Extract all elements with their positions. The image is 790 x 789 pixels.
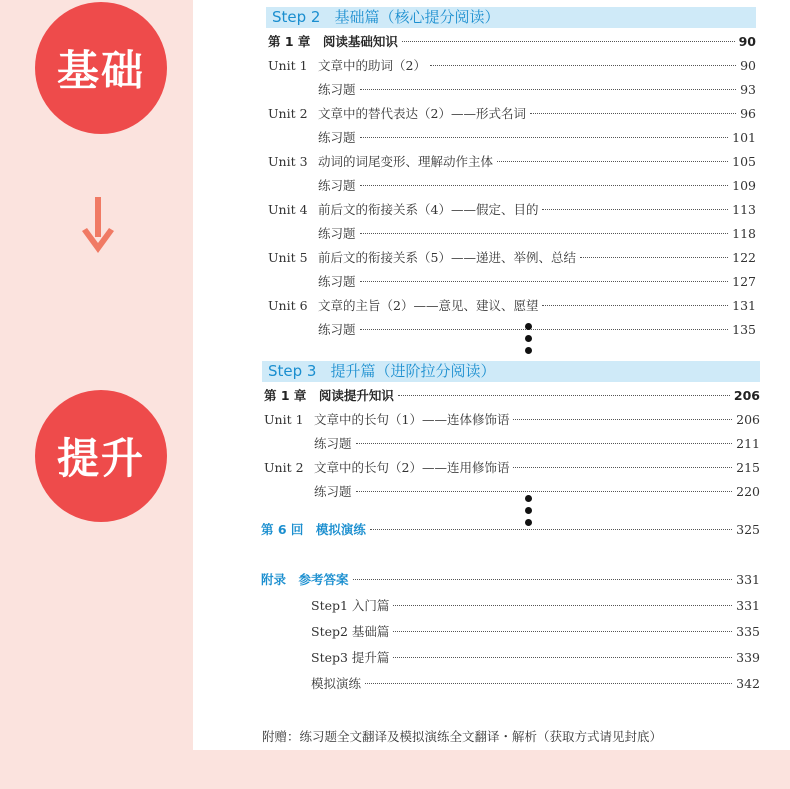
page-number: 206 (736, 412, 760, 427)
entry-title: 练习题 (314, 436, 352, 451)
page-number: 96 (740, 106, 756, 121)
page-number: 211 (736, 436, 760, 451)
leader-dots (360, 137, 729, 138)
entry-title: 前后文的衔接关系（5）——递进、举例、总结 (318, 250, 576, 265)
page-number: 127 (732, 274, 756, 289)
leader-dots (497, 161, 728, 162)
page-number: 331 (736, 598, 760, 613)
page-number: 90 (740, 58, 756, 73)
page-number: 118 (732, 226, 756, 241)
toc-chapter: 第 1 章 阅读提升知识 206 (264, 388, 760, 403)
leader-dots (580, 257, 728, 258)
toc-appendix-item (311, 622, 760, 642)
leader-dots (360, 185, 729, 186)
unit-label: Unit 2 (264, 460, 304, 475)
unit-label: Unit 4 (268, 202, 308, 217)
toc-mock: 第 6 回 模拟演练 325 (261, 522, 760, 537)
page-number: 101 (732, 130, 756, 145)
toc-appendix-item (311, 674, 760, 694)
unit-label: Unit 1 (268, 58, 308, 73)
entry-title: 文章中的长句（2）——连用修饰语 (314, 460, 510, 475)
unit-label: Unit 6 (268, 298, 308, 313)
arrow-down-icon (80, 197, 116, 255)
leader-dots (365, 683, 732, 684)
leader-dots (393, 657, 732, 658)
entry-title: 练习题 (318, 178, 356, 193)
toc-chapter: 第 1 章 阅读基础知识 90 (268, 34, 756, 49)
leader-dots (360, 329, 729, 330)
entry-title: 练习题 (318, 322, 356, 337)
entry-title: 文章中的替代表达（2）——形式名词 (318, 106, 526, 121)
entry-title: 练习题 (318, 274, 356, 289)
toc-appendix-item (311, 596, 760, 616)
entry-title: 动词的词尾变形、理解动作主体 (318, 154, 494, 169)
toc-exercise (268, 272, 756, 292)
leader-dots (542, 209, 728, 210)
toc-unit (268, 200, 756, 220)
entry-title: 练习题 (318, 82, 356, 97)
toc-appendix-item (311, 648, 760, 668)
toc-exercise (268, 224, 756, 244)
leader-dots (513, 467, 732, 468)
toc-unit (268, 152, 756, 172)
toc-unit (264, 410, 760, 430)
entry-title: Step1 入门篇 (311, 598, 390, 613)
step2-header (266, 7, 756, 28)
leader-dots (356, 443, 733, 444)
page-number: 135 (732, 322, 756, 337)
advance-badge: 提升 (35, 390, 167, 522)
leader-dots (393, 631, 732, 632)
toc-unit (268, 56, 756, 76)
entry-title: 文章的主旨（2）——意见、建议、愿望 (318, 298, 539, 313)
page-number: 215 (736, 460, 760, 475)
page-number: 93 (740, 82, 756, 97)
page-number: 220 (736, 484, 760, 499)
entry-title: 练习题 (314, 484, 352, 499)
leader-dots (530, 113, 736, 114)
step-label: Step 2 (272, 8, 321, 26)
page-number: 122 (732, 250, 756, 265)
step-name: 提升篇（进阶拉分阅读） (330, 362, 496, 380)
ellipsis-marker (525, 323, 533, 359)
toc-appendix: 附录 参考答案 331 (261, 572, 760, 587)
toc-exercise (264, 434, 760, 454)
page-number: 342 (736, 676, 760, 691)
entry-title: 文章中的助词（2） (318, 58, 426, 73)
entry-title: 练习题 (318, 130, 356, 145)
entry-title: 前后文的衔接关系（4）——假定、目的 (318, 202, 539, 217)
footnote: 附赠：练习题全文翻译及模拟演练全文翻译・解析（获取方式请见封底） (262, 729, 663, 744)
leader-dots (542, 305, 728, 306)
toc-unit (268, 104, 756, 124)
leader-dots (360, 233, 729, 234)
toc-exercise (268, 128, 756, 148)
unit-label: Unit 5 (268, 250, 308, 265)
page-number: 131 (732, 298, 756, 313)
unit-label: Unit 1 (264, 412, 304, 427)
page-number: 339 (736, 650, 760, 665)
unit-label: Unit 3 (268, 154, 308, 169)
toc-exercise (268, 80, 756, 100)
toc-exercise (268, 320, 756, 340)
leader-dots (360, 89, 737, 90)
step3-header (262, 361, 760, 382)
leader-dots (360, 281, 729, 282)
toc-unit (264, 458, 760, 478)
entry-title: 练习题 (318, 226, 356, 241)
page-number: 113 (732, 202, 756, 217)
page-number: 109 (732, 178, 756, 193)
toc-exercise (264, 482, 760, 502)
leader-dots (356, 491, 733, 492)
basic-badge: 基础 (35, 2, 167, 134)
entry-title: 模拟演练 (311, 676, 362, 691)
toc-exercise (268, 176, 756, 196)
toc-unit (268, 248, 756, 268)
step-name: 基础篇（核心提分阅读） (334, 8, 500, 26)
unit-label: Unit 2 (268, 106, 308, 121)
leader-dots (393, 605, 732, 606)
step-label: Step 3 (268, 362, 317, 380)
leader-dots (430, 65, 736, 66)
entry-title: Step2 基础篇 (311, 624, 390, 639)
page-number: 105 (732, 154, 756, 169)
page-number: 335 (736, 624, 760, 639)
entry-title: Step3 提升篇 (311, 650, 390, 665)
entry-title: 文章中的长句（1）——连体修饰语 (314, 412, 510, 427)
leader-dots (513, 419, 732, 420)
toc-unit (268, 296, 756, 316)
